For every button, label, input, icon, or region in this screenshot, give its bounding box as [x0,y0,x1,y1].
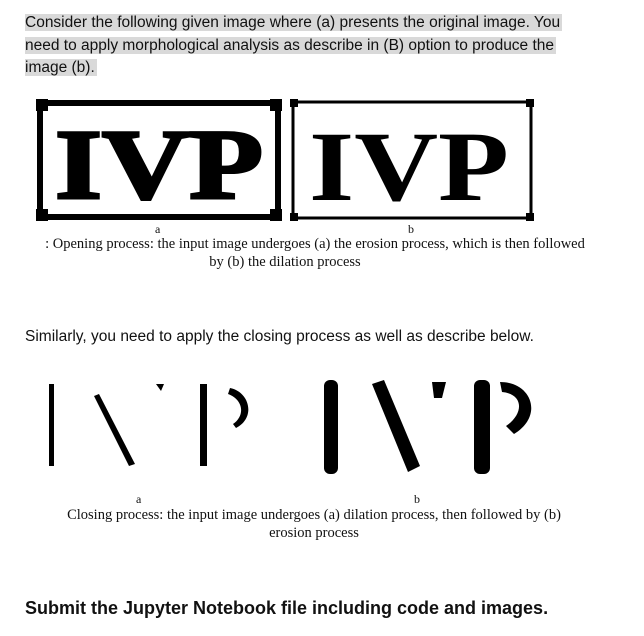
closing-image-b [318,376,544,476]
opening-image-a-text: IVP [55,109,263,220]
closing-b-stroke-p-bowl [500,382,531,434]
closing-a-stroke-p-bowl [228,388,248,428]
intro-paragraph [25,12,585,80]
opening-label-a: a [155,222,161,236]
closing-label-a: a [136,492,142,506]
closing-a-stroke-v-fragment [156,384,164,391]
opening-image-b [289,98,535,222]
closing-caption-line-2: erosion process [269,525,359,541]
closing-caption-line-1: Closing process: the input image undergoes (a) dilation process, then followed by (b) [67,507,561,523]
opening-caption-line-2: by (b) the dilation process [209,254,361,270]
closing-b-stroke-v-fragment [432,382,446,398]
closing-a-stroke-v [94,394,135,466]
submit-instruction: Submit the Jupyter Notebook file including code and images. [25,598,549,618]
closing-image-a [40,378,260,470]
opening-image-a [35,98,283,222]
closing-label-b: b [414,492,420,506]
opening-image-b-text: IVP [309,111,509,222]
intro-line-2: need to apply morphological analysis as describe in (B) option to produce the [25,36,555,54]
closing-intro: Similarly, you need to apply the closing process as well as describe below. [25,328,534,345]
opening-caption-line-1: : Opening process: the input image undergoes (a) the erosion process, which is then followed [45,236,585,252]
intro-line-1: Consider the following given image where (a) presents the original image. You [25,14,561,31]
closing-b-stroke-v [372,380,420,472]
closing-a-stroke-p [200,384,207,466]
opening-label-b: b [408,222,414,236]
closing-caption [16,506,612,542]
closing-b-stroke-p [474,380,490,474]
closing-b-stroke-i [324,380,338,474]
closing-a-stroke-i [49,384,54,466]
opening-caption [0,235,630,271]
intro-line-3: image (b). [25,59,95,76]
